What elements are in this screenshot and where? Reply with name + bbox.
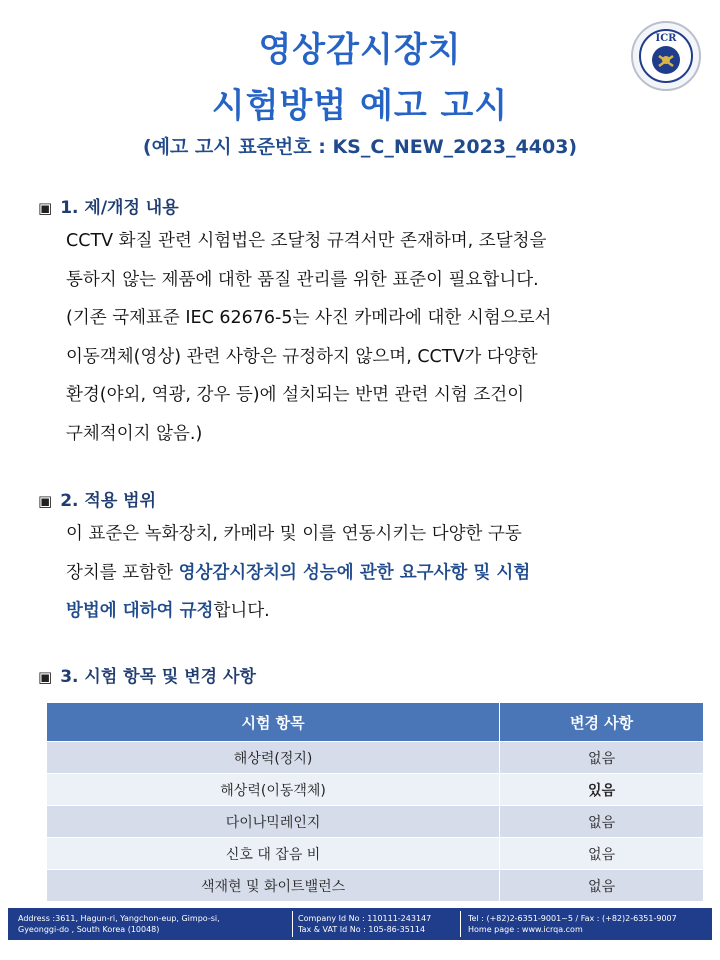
table-cell: 없음 xyxy=(500,838,704,870)
page-title-line2: 시험방법 예고 고시 xyxy=(211,86,509,126)
table-cell: 해상력(이동객체) xyxy=(47,774,500,806)
text-line: 구체적이지 않음.) xyxy=(66,423,203,444)
test-items-table xyxy=(46,702,704,902)
footer-bar xyxy=(8,908,712,940)
text-line: 이 표준은 녹화장치, 카메라 및 이를 연동시키는 다양한 구동 xyxy=(66,524,522,544)
footer-text: Tax & VAT Id No : 105-86-35114 xyxy=(298,925,426,934)
section-1-heading-text: 1. 제/개정 내용 xyxy=(60,198,179,218)
table-row xyxy=(47,838,704,870)
table-row xyxy=(47,774,704,806)
footer-address xyxy=(18,913,220,935)
text-plain: 합니다. xyxy=(213,601,270,621)
table-row xyxy=(47,742,704,774)
column-header: 시험 항목 xyxy=(47,703,500,742)
section-2-heading xyxy=(38,486,156,511)
table-row xyxy=(47,870,704,902)
text-line: CCTV 화질 관련 시험법은 조달청 규격서만 존재하며, 조달청을 xyxy=(66,231,547,251)
table-cell: 없음 xyxy=(500,806,704,838)
icr-logo xyxy=(630,20,702,92)
section-1-body xyxy=(66,222,686,453)
table-cell: 없음 xyxy=(500,742,704,774)
footer-text: Tel : (+82)2-6351-9001~5 / Fax : (+82)2-6351-9007 xyxy=(468,914,677,923)
table-cell: 신호 대 잡음 비 xyxy=(47,838,500,870)
section-marker-icon: ▣ xyxy=(38,199,53,217)
text-highlight: 영상감시장치의 성능에 관한 요구사항 및 시험 xyxy=(178,562,531,583)
table-cell: 없음 xyxy=(500,870,704,902)
section-2-heading-text: 2. 적용 범위 xyxy=(60,491,156,511)
section-3-heading-text: 3. 시험 항목 및 변경 사항 xyxy=(60,667,256,687)
logo-text: ICR xyxy=(655,33,677,44)
text-line: 이동객체(영상) 관련 사항은 규정하지 않으며, CCTV가 다양한 xyxy=(66,346,538,367)
text-highlight: 방법에 대하여 규정 xyxy=(66,601,214,621)
page-title-line1: 영상감시장치 xyxy=(258,30,462,70)
footer-text[interactable]: Home page : www.icrqa.com xyxy=(468,925,583,934)
text-plain: 장치를 포함한 xyxy=(66,562,179,583)
column-header: 변경 사항 xyxy=(500,703,704,742)
text-line: (기존 국제표준 IEC 62676-5는 사진 카메라에 대한 시험으로서 xyxy=(66,308,552,328)
table-row xyxy=(47,806,704,838)
text-line xyxy=(66,592,686,631)
page-subtitle: (예고 고시 표준번호 : KS_C_NEW_2023_4403) xyxy=(142,136,578,158)
footer-divider xyxy=(292,911,293,937)
table-cell: 색재현 및 화이트밸런스 xyxy=(47,870,500,902)
footer-text: Address :3611, Hagun-ri, Yangchon-eup, Gimpo-si, xyxy=(18,914,220,923)
section-marker-icon: ▣ xyxy=(38,668,53,686)
footer-divider xyxy=(460,911,461,937)
section-marker-icon: ▣ xyxy=(38,492,53,510)
footer-text: Gyeonggi-do , South Korea (10048) xyxy=(18,925,160,934)
section-2-body xyxy=(66,515,686,631)
table-cell: 다이나믹레인지 xyxy=(47,806,500,838)
text-line: 통하지 않는 제품에 대한 품질 관리를 위한 표준이 필요합니다. xyxy=(66,269,539,290)
section-3-heading xyxy=(38,662,256,687)
text-line: 환경(야외, 역광, 강우 등)에 설치되는 반면 관련 시험 조건이 xyxy=(66,385,525,405)
footer-company xyxy=(298,913,431,935)
table-cell-changed: 있음 xyxy=(500,774,704,806)
footer-text: Company Id No : 110111-243147 xyxy=(298,914,432,923)
section-1-heading xyxy=(38,193,179,218)
table-cell: 해상력(정지) xyxy=(47,742,500,774)
table-header-row xyxy=(47,703,704,742)
footer-contact xyxy=(468,913,677,935)
text-line xyxy=(66,554,686,593)
